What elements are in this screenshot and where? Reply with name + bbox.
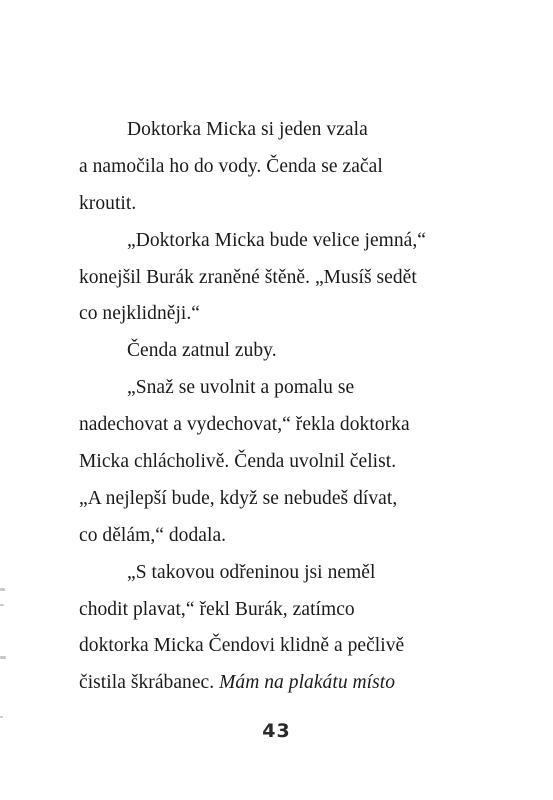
text-line [79, 665, 479, 702]
scan-edge-mark [0, 588, 5, 591]
text-line: Čenda zatnul zuby. [127, 340, 277, 362]
page-number: 43 [262, 720, 291, 742]
text-line: „S takovou odřeninou jsi neměl [127, 561, 376, 583]
text-line-plain: čistila škrábanec. [79, 672, 220, 694]
text-line: „Snaž se uvolnit a pomalu se [127, 377, 355, 399]
text-line: Micka chlácholivě. Čenda uvolnil čelist. [79, 451, 397, 473]
text-line: „Doktorka Micka bude velice jemná,“ [127, 229, 427, 251]
text-line: konejšil Burák zraněné štěně. „Musíš sedět [79, 266, 417, 288]
text-line: doktorka Micka Čendovi klidně a pečlivě [79, 635, 405, 657]
text-line: Doktorka Micka si jeden vzala [127, 119, 368, 140]
body-text [79, 112, 479, 702]
text-line: a namočila ho do vody. Čenda se začal [79, 155, 383, 177]
text-line: „A nejlepší bude, když se nebudeš dívat, [79, 487, 398, 509]
text-line: co nejklidněji.“ [79, 303, 201, 325]
text-line-italic: Mám na plakátu místo [219, 672, 396, 694]
scan-edge-mark [0, 656, 6, 659]
scan-edge-mark [0, 716, 3, 718]
text-line: co dělám,“ dodala. [79, 524, 227, 546]
text-line: chodit plavat,“ řekl Burák, zatímco [79, 598, 355, 620]
scan-edge-mark [0, 604, 4, 606]
text-line: kroutit. [79, 192, 137, 214]
text-line: nadechovat a vydechovat,“ řekla doktorka [79, 414, 410, 436]
